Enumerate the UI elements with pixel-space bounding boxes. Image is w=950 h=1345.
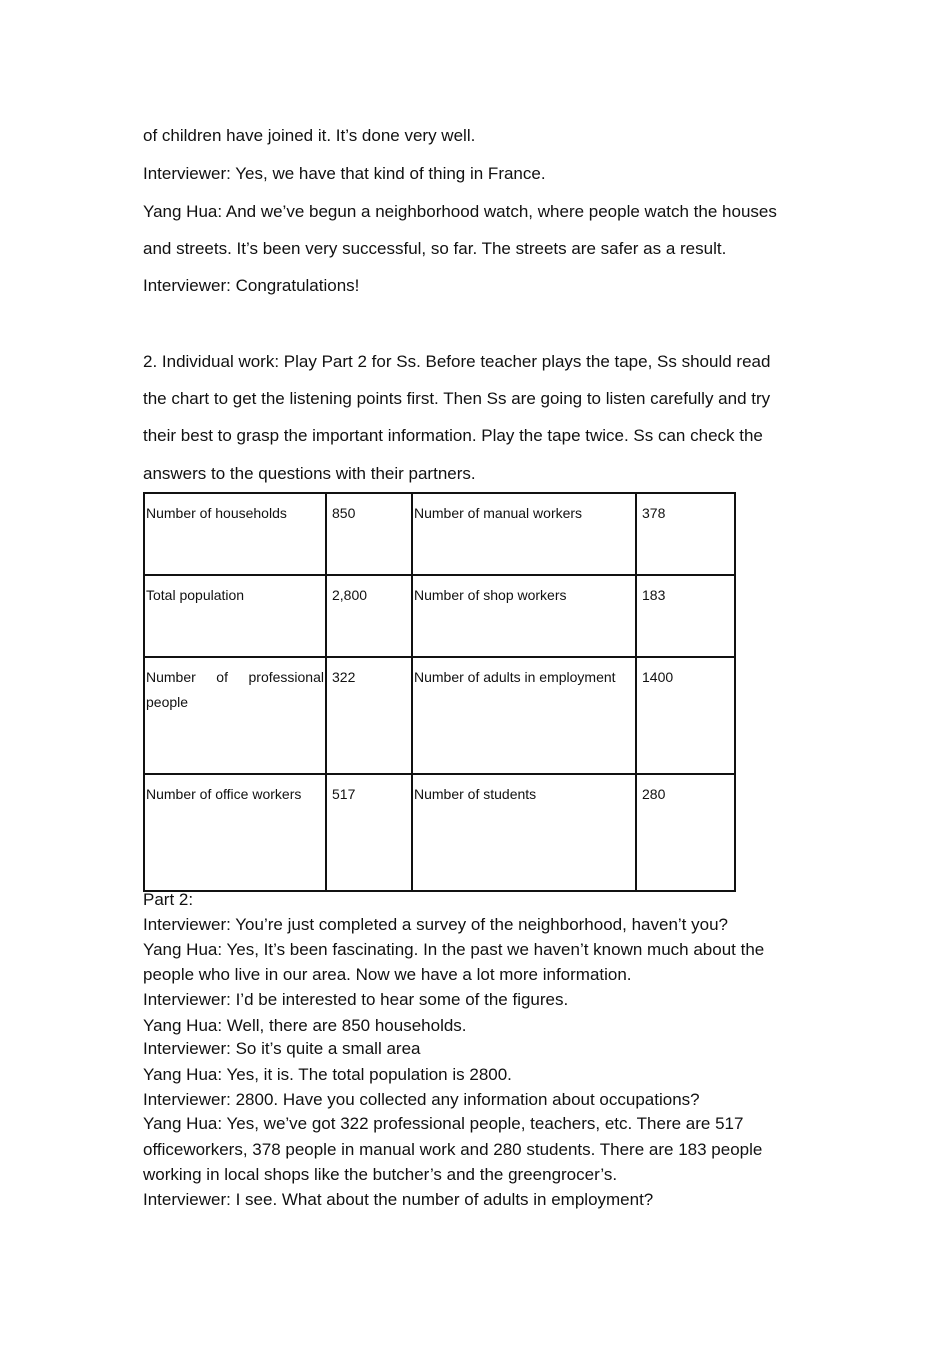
table-cell-label: Number of shop workers — [412, 575, 636, 657]
dialogue-line-6: Interviewer: So it’s quite a small area — [143, 1039, 421, 1058]
dialogue-line-9: Yang Hua: Yes, we’ve got 322 professional people, teachers, etc. There are 517 — [143, 1114, 744, 1133]
dialogue-line-8: Interviewer: 2800. Have you collected any information about occupations? — [143, 1090, 700, 1109]
dialogue-line-2: Yang Hua: Yes, It’s been fascinating. In the past we haven’t known much about the — [143, 940, 765, 959]
dialogue-line-5: Yang Hua: Well, there are 850 households. — [143, 1016, 467, 1035]
table-cell-value: 183 — [636, 575, 735, 657]
intro-line-4: and streets. It’s been very successful, so far. The streets are safer as a result. — [143, 239, 727, 258]
task-line-2: the chart to get the listening points first. Then Ss are going to listen carefully and try — [143, 389, 771, 408]
intro-line-2: Interviewer: Yes, we have that kind of thing in France. — [143, 164, 546, 183]
table-row — [144, 774, 735, 891]
table-cell-label: Total population — [144, 575, 326, 657]
survey-table — [143, 492, 736, 892]
dialogue-line-7: Yang Hua: Yes, it is. The total population is 2800. — [143, 1065, 512, 1084]
intro-line-5: Interviewer: Congratulations! — [143, 276, 360, 295]
dialogue-line-12: Interviewer: I see. What about the number of adults in employment? — [143, 1190, 654, 1209]
table-cell-label: Number of manual workers — [412, 493, 636, 575]
table-cell-label: Number of households — [144, 493, 326, 575]
table-row — [144, 493, 735, 575]
table-cell-label: Number of office workers — [144, 774, 326, 891]
intro-line-1: of children have joined it. It’s done very well. — [143, 126, 476, 145]
table-row — [144, 575, 735, 657]
table-cell-value: 280 — [636, 774, 735, 891]
dialogue-line-10: officeworkers, 378 people in manual work and 280 students. There are 183 people — [143, 1140, 763, 1159]
dialogue-line-11: working in local shops like the butcher’s and the greengrocer’s. — [143, 1165, 618, 1184]
dialogue-line-4: Interviewer: I’d be interested to hear some of the figures. — [143, 990, 569, 1009]
dialogue-line-1: Interviewer: You’re just completed a survey of the neighborhood, haven’t you? — [143, 915, 728, 934]
part2-heading: Part 2: — [143, 890, 194, 909]
table-cell-label: Number of students — [412, 774, 636, 891]
table-cell-value: 517 — [326, 774, 412, 891]
dialogue-line-3: people who live in our area. Now we have a lot more information. — [143, 965, 632, 984]
table-cell-label: Number of adults in employment — [412, 657, 636, 774]
task-line-3: their best to grasp the important information. Play the tape twice. Ss can check the — [143, 426, 763, 445]
table-cell-value: 850 — [326, 493, 412, 575]
intro-line-3: Yang Hua: And we’ve begun a neighborhood watch, where people watch the houses — [143, 202, 777, 221]
table-row — [144, 657, 735, 774]
table-cell-label: Number of professional people — [144, 657, 326, 774]
table-cell-value: 1400 — [636, 657, 735, 774]
table-cell-value: 322 — [326, 657, 412, 774]
table-cell-value: 378 — [636, 493, 735, 575]
task-line-4: answers to the questions with their partners. — [143, 464, 476, 483]
table-cell-value: 2,800 — [326, 575, 412, 657]
task-line-1: 2. Individual work: Play Part 2 for Ss. Before teacher plays the tape, Ss should read — [143, 352, 771, 371]
